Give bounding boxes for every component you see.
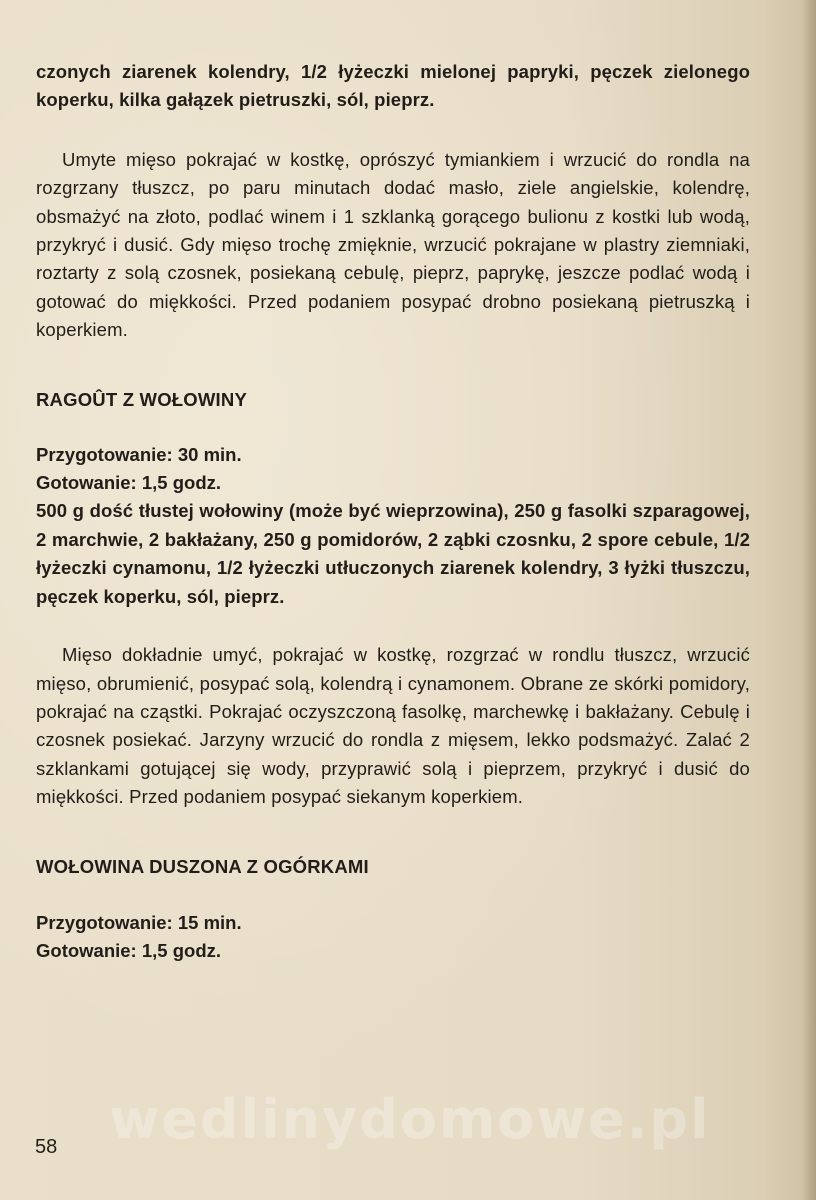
recipe1-method: Mięso dokładnie umyć, pokrajać w kostkę, rozgrzać w rondlu tłuszcz, wrzucić mięso, obrumienić, posypać solą, kolendrą i cynamonem. Obrane ze skórki pomidory, pokrajać na cząstki. Pokrajać oczyszczoną fasolkę, marchewkę i bakłażany. Cebulę i czosnek posiekać. Jarzyny wrzucić do rondla z mięsem, lekko podsmażyć. Zalać 2 szklankami gotującej się wody, przyprawić solą i pieprzem, przykryć i dusić do miękkości. Przed podaniem posypać siekanym koperkiem. [36, 644, 750, 808]
page-gutter-shadow [802, 0, 816, 1200]
top-method-paragraph: Umyte mięso pokrajać w kostkę, oprószyć tymiankiem i wrzucić do rondla na rozgrzany tłuszcz, po paru minutach dodać masło, ziele angielskie, kolendrę, obsmażyć na złoto, podlać winem i 1 szklanką gorącego bulionu z kostki lub wodą, przykryć i dusić. Gdy mięso trochę zmięknie, wrzucić pokrajane w plastry ziemniaki, roztarty z solą czosnek, posiekaną cebulę, pieprz, paprykę, jeszcze podlać wodą i gotować do miękkości. Przed podaniem posypać drobno posiekaną pietruszką i koperkiem. [36, 148, 750, 341]
page-content [36, 58, 750, 965]
recipe1-cook-time: Gotowanie: 1,5 godz. [36, 472, 222, 494]
top-ingredients-continued: czonych ziarenek kolendry, 1/2 łyżeczki mielonej papryki, pęczek zielonego koperku, kilka gałązek pietruszki, sól, pieprz. [36, 61, 750, 111]
recipe1-ingredients: 500 g dość tłustej wołowiny (może być wieprzowina), 250 g fasolki szparagowej, 2 marchwie, 2 bakłażany, 250 g pomidorów, 2 ząbki czosnku, 2 spore cebule, 1/2 łyżeczki cynamonu, 1/2 łyżeczki utłuczonych ziarenek kolendry, 3 łyżki tłuszczu, pęczek koperku, sól, pieprz. [36, 500, 750, 607]
recipe2-prep-time: Przygotowanie: 15 min. [36, 911, 242, 933]
watermark: wedlinydomowe.pl [109, 1088, 711, 1151]
recipe-title-ragout: RAGOÛT Z WOŁOWINY [36, 388, 247, 410]
page-number: 58 [35, 1136, 58, 1158]
recipe1-prep-time: Przygotowanie: 30 min. [36, 443, 242, 465]
recipe2-cook-time: Gotowanie: 1,5 godz. [36, 939, 222, 961]
recipe-title-wolowina-duszona: WOŁOWINA DUSZONA Z OGÓRKAMI [36, 855, 369, 877]
